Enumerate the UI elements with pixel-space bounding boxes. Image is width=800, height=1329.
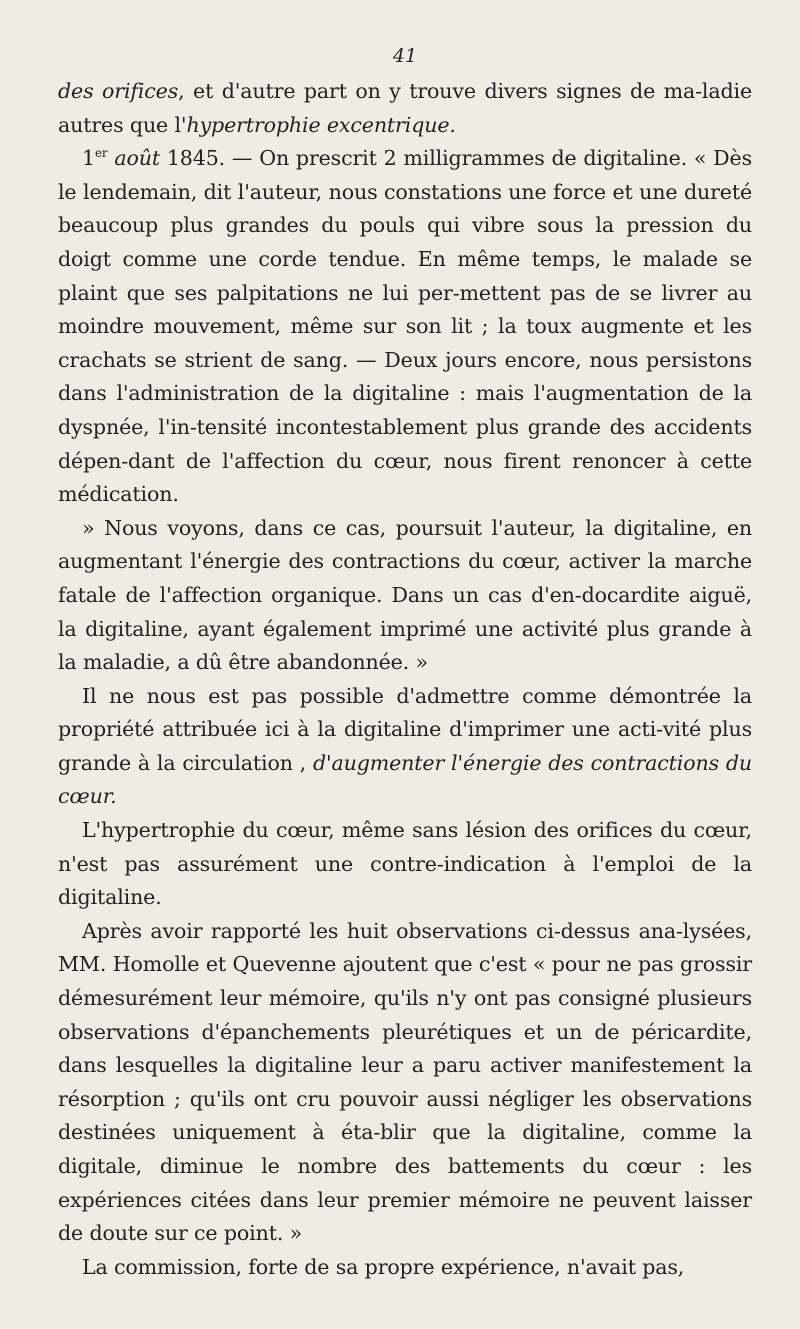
paragraph	[58, 814, 752, 915]
text-run: L'hypertrophie du cœur, même sans lésion des orifices du cœur, n'est pas assurément une contre-indication à l'emploi de la digitaline.	[58, 818, 752, 910]
paragraph	[58, 680, 752, 814]
paragraph	[58, 915, 752, 1251]
italic-text: des orifices	[58, 79, 179, 103]
text-run: , et d'autre part on y trouve divers signes de ma-ladie autres que l'	[58, 79, 752, 137]
paragraph	[58, 512, 752, 680]
text-run: » Nous voyons, dans ce cas, poursuit l'auteur, la digitaline, en augmentant l'énergie des contractions du cœur, activer la marche fatale de l'affection organique. Dans un cas d'en-docardite aiguë, la digitaline, ayant également imprimé une activité plus grande à la maladie, a dû être abandonnée. »	[58, 515, 752, 675]
italic-text: août	[107, 146, 160, 171]
paragraph	[58, 1251, 752, 1285]
page-number: 41	[392, 45, 418, 67]
italic-text: d'augmenter l'énergie des contractions du cœur.	[58, 750, 753, 809]
text-run: 1845. — On prescrit 2 milligrammes de digitaline. « Dès le lendemain, dit l'auteur, nous constations une force et une dureté beaucoup plus grandes du pouls qui vibre sous la pression du doigt comme une corde tendue. En même temps, le malade se plaint que ses palpitations ne lui per-mettent pas de se livrer au moindre mouvement, même sur son lit ; la toux augmente et les crachats se strient de sang. — Deux jours encore, nous persistons dans l'administration de la digitaline : mais l'augmentation de la dyspnée, l'in-tensité incontestablement plus grande des accidents dépen-dant de l'affection du cœur, nous firent renoncer à cette médication.	[58, 146, 753, 507]
body-text	[58, 75, 752, 1284]
superscript: er	[94, 146, 108, 161]
text-run: 1	[82, 146, 95, 171]
text-run: La commission, forte de sa propre expérience, n'avait pas,	[82, 1254, 685, 1279]
text-run: Après avoir rapporté les huit observations ci-dessus ana-lysées, MM. Homolle et Quevenne ajoutent que c'est « pour ne pas grossir démesurément leur mémoire, qu'ils n'y ont pas consigné plusieurs observations d'épanchements pleurétiques et un de péricardite, dans lesquelles la digitaline leur a paru activer manifestement la résorption ; qu'ils ont cru pouvoir aussi négliger les observations destinées uniquement à éta-blir que la digitaline, comme la digitale, diminue le nombre des battements du cœur : les expériences citées dans leur premier mémoire ne peuvent laisser de doute sur ce point. »	[58, 918, 752, 1246]
text-run: Il ne nous est pas possible d'admettre comme démontrée la propriété attribuée ici à la digitaline d'imprimer une acti-vité plus grande à la circulation ,	[58, 683, 752, 775]
paragraph	[58, 142, 752, 512]
paragraph	[58, 75, 752, 142]
italic-text: hypertrophie excentrique.	[186, 112, 456, 137]
